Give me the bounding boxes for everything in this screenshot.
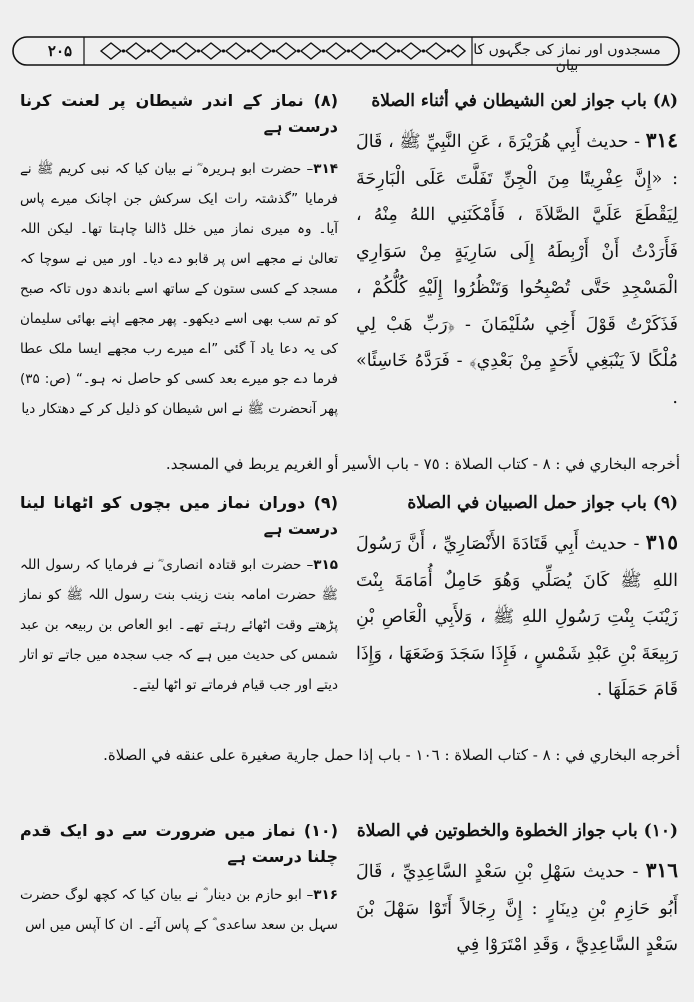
hadith-number: ۳۱۴	[313, 161, 338, 177]
urdu-heading: (٨) نماز کے اندر شیطان پر لعنت کرنا درست ہے	[20, 91, 338, 136]
hadith-body: - حديث سَهْلِ بْنِ سَعْدٍ السَّاعِدِيِّ ، قَالَ أَبُو حَازِمِ بْنِ دِينَارٍ : إِنَّ رِجَالاً أَتَوْا سَهْلَ بْنَ سَعْدٍ السَّاعِدِيَّ ، وَقَدِ امْتَرَوْا فِي	[356, 862, 678, 955]
urdu-section-10	[20, 818, 338, 940]
arabic-section-8	[356, 88, 678, 416]
urdu-hadith-text	[20, 154, 338, 424]
arabic-section-9	[356, 490, 678, 709]
hadith-body: – حضرت ابو قتادہ انصاری ؓ نے فرمایا کہ رسول اللہ ﷺ حضرت امامہ بنت زینب بنت رسول اللہ ﷺ کو نماز پڑھتے وقت اٹھائے رہتے تھے۔ ابو العاص بن ربیعہ بن عبد شمس کی حدیث میں ہے کہ جب سجدہ میں جاتے تو اتار دیتے اور جب قیام فرماتے تو اٹھا لیتے۔	[20, 557, 338, 693]
hadith-number: ٣١٤	[645, 128, 678, 152]
urdu-heading: (١٠) نماز میں ضرورت سے دو ایک قدم چلنا درست ہے	[20, 821, 338, 866]
arabic-heading: (١٠) باب جواز الخطوة والخطوتين في الصلاة	[356, 821, 678, 841]
hadith-number: ٣١٥	[645, 530, 678, 554]
urdu-heading: (٩) دوران نماز میں بچوں کو اٹھانا لینا درست ہے	[20, 493, 338, 538]
hadith-body: – حضرت ابو ہریرہ ؓ نے بیان کیا کہ نبی کریم ﷺ نے فرمایا ”گذشتہ رات ایک سرکش جن اچانک میرے پاس آیا۔ وہ میری نماز میں خلل ڈالنا چاہتا تھا۔ لیکن اللہ تعالیٰ نے مجھے اس پر قابو دے دیا۔ اور میں نے سوچا کہ مسجد کے کسی ستون کے ساتھ اسے باندھ دوں تاکہ صبح کو تم سب بھی اسے دیکھو۔ پھر مجھے اپنے بھائی سلیمان کی یہ دعا یاد آ گئی ”اے میرے رب مجھے ایسا ملک عطا فرما دے جو میرے بعد کسی کو حاصل نہ ہو۔“ (ص: ۳۵) پھر آنحضرت ﷺ نے اس شیطان کو ذلیل کر کے دھتکار دیا	[20, 161, 338, 417]
urdu-hadith-text	[20, 550, 338, 700]
urdu-section-9	[20, 490, 338, 700]
header-ornament	[96, 39, 466, 63]
arabic-hadith-text	[356, 852, 678, 964]
hadith-number: ۳۱۶	[313, 887, 338, 903]
takhrij-note: أخرجه البخاري في : ٨ - كتاب الصلاة : ١٠٦ - باب إذا حمل جارية صغيرة على عنقه في الصلاة.	[103, 746, 680, 764]
urdu-section-8	[20, 88, 338, 424]
hadith-body: – ابو حازم بن دینار ؓ نے بیان کیا کہ کچھ لوگ حضرت سہل بن سعد ساعدی ؓ کے پاس آئے۔ ان کا آپس میں اس	[20, 887, 338, 933]
page-number: ۲۰۵	[47, 42, 73, 60]
arabic-heading: (٩) باب جواز حمل الصبيان في الصلاة	[407, 493, 678, 513]
hadith-body: - حديث أَبِي هُرَيْرَةَ ، عَنِ النَّبِيِّ ﷺ ، قَالَ : «إِنَّ عِفْرِيتًا مِنَ الْجِنِّ تَفَلَّتَ عَلَى الْبَارِحَةَ لِيَقْطَعَ عَلَيَّ الصَّلاَةَ ، فَأَمْكَنَنِي اللهُ مِنْهُ ، فَأَرَدْتُ أَنْ أَرْبِطَهُ إِلَى سَارِيَةٍ مِنْ سَوَارِي الْمَسْجِدِ حَتَّى تُصْبِحُوا وَتَنْظُرُوا إِلَيْهِ كُلُّكُمْ ، فَذَكَرْتُ قَوْلَ أَخِي سُلَيْمَانَ - ﴿رَبِّ هَبْ لِي مُلْكًا لاَ يَنْبَغِي لأَحَدٍ مِنْ بَعْدِي﴾ - فَرَدَّهُ خَاسِئًا» .	[356, 132, 678, 408]
page-header	[12, 34, 680, 74]
arabic-section-10	[356, 818, 678, 964]
hadith-number: ۳۱۵	[313, 557, 338, 573]
hadith-body: - حديث أَبِي قَتَادَةَ الأَنْصَارِيِّ ، أَنَّ رَسُولَ اللهِ ﷺ كَانَ يُصَلِّي وَهُوَ حَامِلٌ أُمَامَةَ بِنْتَ زَيْنَبَ بِنْتِ رَسُولِ اللهِ ﷺ ، وَلأَبِي الْعَاصِ بْنِ رَبِيعَةَ بْنِ عَبْدِ شَمْسٍ ، فَإِذَا سَجَدَ وَضَعَهَا ، وَإِذَا قَامَ حَمَلَهَا .	[356, 534, 678, 700]
arabic-heading: (٨) باب جواز لعن الشيطان في أثناء الصلاة	[371, 91, 678, 111]
urdu-hadith-text	[20, 880, 338, 940]
hadith-number: ٣١٦	[645, 858, 678, 882]
arabic-hadith-text	[356, 122, 678, 416]
takhrij-note: أخرجه البخاري في : ٨ - كتاب الصلاة : ٧٥ - باب الأسير أو الغريم يربط في المسجد.	[165, 455, 680, 473]
arabic-hadith-text	[356, 524, 678, 709]
chapter-title: مسجدوں اور نماز کی جگہوں کا بیان	[473, 42, 661, 74]
